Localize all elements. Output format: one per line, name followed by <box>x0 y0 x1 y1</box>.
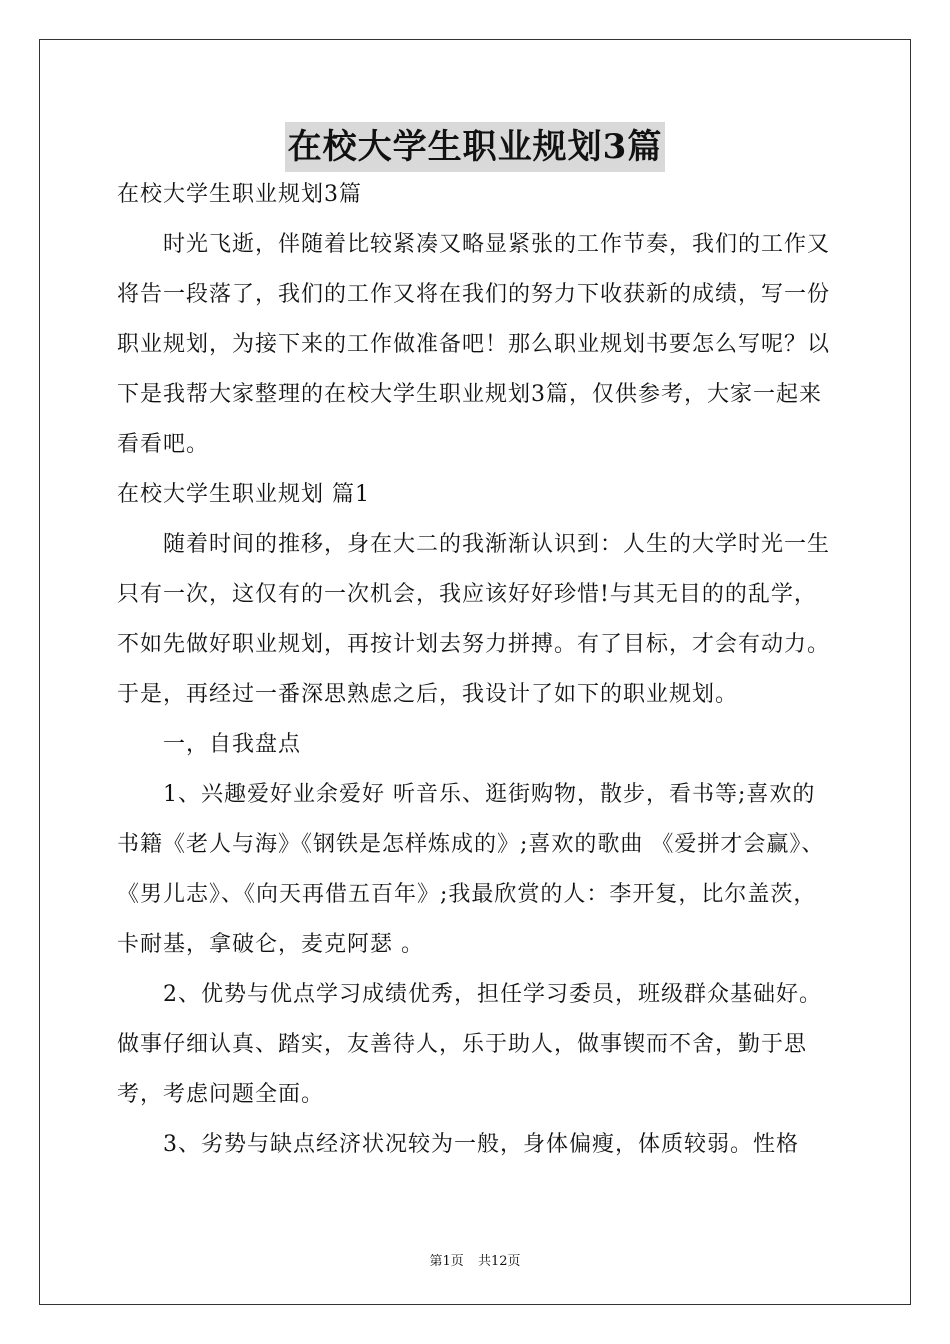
paragraph: 在校大学生职业规划3篇 <box>117 182 362 207</box>
page-total: 共12页 <box>477 1254 521 1269</box>
paragraph: 2、优势与优点学习成绩优秀，担任学习委员，班级群众基础好。做事仔细认真、踏实，友善待人，乐于助人，做事锲而不舍，勤于思考，考虑问题全面。 <box>117 982 822 1107</box>
document-title: 在校大学生职业规划3篇 <box>285 122 666 172</box>
paragraph: 随着时间的推移，身在大二的我渐渐认识到：人生的大学时光一生只有一次，这仅有的一次机会，我应该好好珍惜!与其无目的的乱学，不如先做好职业规划，再按计划去努力拼搏。有了目标，才会有动力。于是，再经过一番深思熟虑之后，我设计了如下的职业规划。 <box>117 532 831 707</box>
document-body <box>117 170 835 1170</box>
paragraph: 3、劣势与缺点经济状况较为一般，身体偏瘦，体质较弱。性格 <box>163 1132 799 1157</box>
paragraph: 在校大学生职业规划 篇1 <box>117 482 370 507</box>
paragraph: 一，自我盘点 <box>163 732 302 757</box>
page-number: 第1页 <box>429 1254 464 1269</box>
paragraph: 时光飞逝，伴随着比较紧凑又略显紧张的工作节奏，我们的工作又将告一段落了，我们的工作又将在我们的努力下收获新的成绩，写一份职业规划，为接下来的工作做准备吧！那么职业规划书要怎么写呢？以下是我帮大家整理的在校大学生职业规划3篇，仅供参考，大家一起来看看吧。 <box>117 232 831 457</box>
page-footer <box>0 1250 950 1269</box>
title-container <box>0 122 950 172</box>
paragraph: 1、兴趣爱好业余爱好 听音乐、逛街购物，散步，看书等;喜欢的书籍《老人与海》《钢铁是怎样炼成的》;喜欢的歌曲 《爱拼才会赢》、《男儿志》、《向天再借五百年》;我最欣赏的人：李开复，比尔盖茨，卡耐基，拿破仑，麦克阿瑟 。 <box>117 782 825 957</box>
